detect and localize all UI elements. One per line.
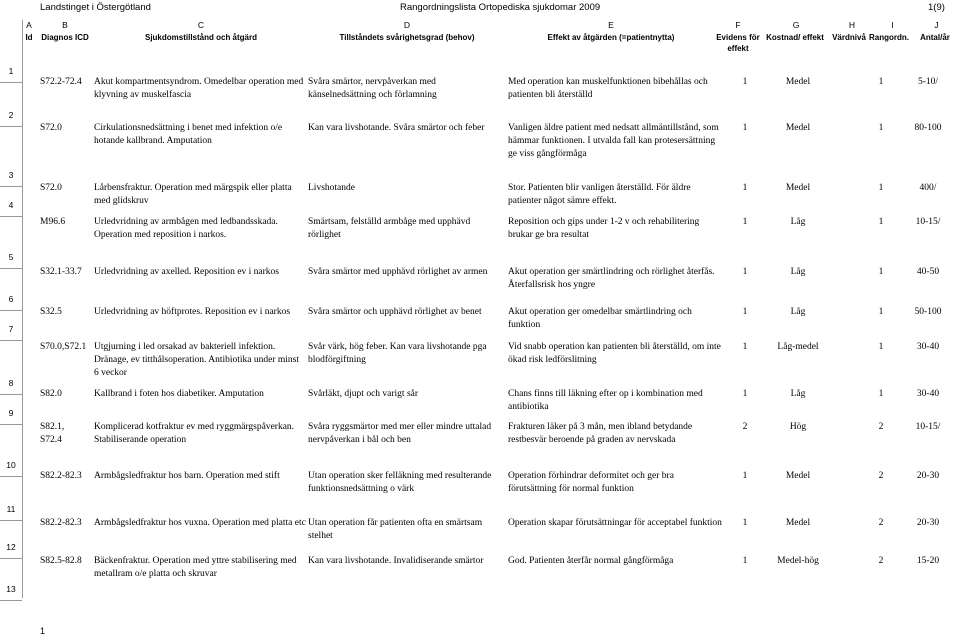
- cell-kost: Medel: [785, 471, 811, 481]
- cell-diag: S32.5: [40, 307, 62, 317]
- column-header-i: I: [891, 20, 894, 30]
- cell-eff: Operation förhindrar deformitet och ger bra förutsättning för normal funktion: [508, 471, 674, 494]
- cell-rang: 1: [878, 307, 884, 317]
- row-divider: [0, 310, 22, 311]
- cell-sjuk: Cirkulationsnedsättning i benet med infektion o/e hotande kallbrand. Amputation: [94, 123, 283, 146]
- cell-kost: Medel: [785, 183, 811, 193]
- cell-kost: Låg: [790, 267, 806, 277]
- cell-svar: Svåra ryggsmärtor med mer eller mindre uttalad nervpåverkan i bål och ben: [308, 422, 492, 445]
- cell-rang: 1: [878, 389, 884, 399]
- row-number-9: 9: [8, 408, 14, 418]
- cell-diag: S82.2-82.3: [40, 471, 82, 481]
- cell-antal: 10-15/: [915, 217, 941, 227]
- page-indicator: 1(9): [928, 2, 945, 13]
- cell-kost: Låg: [790, 307, 806, 317]
- row-divider: [0, 126, 22, 127]
- cell-evid: 1: [742, 183, 748, 193]
- cell-evid: 1: [742, 267, 748, 277]
- cell-rang: 2: [878, 422, 884, 432]
- cell-diag: S82.2-82.3: [40, 518, 82, 528]
- row-number-8: 8: [8, 378, 14, 388]
- row-divider: [0, 520, 22, 521]
- cell-eff: Med operation kan muskelfunktionen bibehållas och patienten bli återställd: [508, 77, 708, 100]
- table-header-sjukdom: Sjukdomstillstånd och åtgärd: [144, 33, 257, 42]
- cell-diag: S82.0: [40, 389, 62, 399]
- cell-evid: 1: [742, 77, 748, 87]
- cell-evid: 1: [742, 556, 748, 566]
- cell-svar: Kan vara livshotande. Invalidiserande smärtor: [308, 556, 484, 566]
- cell-diag: S70.0,S72.1: [40, 342, 87, 352]
- table-header-id: Id: [25, 33, 33, 42]
- cell-sjuk: Akut kompartmentsyndrom. Omedelbar operation med klyvning av muskelfascia: [94, 77, 304, 100]
- cell-kost: Medel: [785, 77, 811, 87]
- column-header-a: A: [26, 20, 32, 30]
- cell-antal: 20-30: [916, 471, 940, 481]
- cell-antal: 50-100: [914, 307, 942, 317]
- cell-diag: S32.1-33.7: [40, 267, 82, 277]
- cell-kost: Låg: [790, 389, 806, 399]
- cell-antal: 30-40: [916, 342, 940, 352]
- cell-kost: Medel: [785, 123, 811, 133]
- cell-eff: Chans finns till läkning efter op i kombination med antibiotika: [508, 389, 703, 412]
- table-header-diagnos: Diagnos ICD: [41, 33, 89, 42]
- row-number-2: 2: [8, 110, 14, 120]
- cell-diag: S82.1, S72.4: [40, 422, 65, 445]
- org-name: Landstinget i Östergötland: [40, 2, 151, 13]
- cell-kost: Medel-hög: [777, 556, 819, 566]
- cell-sjuk: Armbågsledfraktur hos barn. Operation med stift: [94, 471, 280, 481]
- cell-svar: Svår värk, hög feber. Kan vara livshotande pga blodförgiftning: [308, 342, 487, 365]
- cell-antal: 20-30: [916, 518, 940, 528]
- row-divider: [0, 476, 22, 477]
- table-header-effekt: Effekt av åtgärden (=patientnytta): [547, 33, 675, 42]
- cell-svar: Svåra smärtor, nervpåverkan med känselnedsättning och förlamning: [308, 77, 437, 100]
- cell-evid: 1: [742, 123, 748, 133]
- cell-sjuk: Urledvridning av armbågen med ledbandsskada. Operation med reposition i narkos.: [94, 217, 278, 240]
- row-number-11: 11: [6, 504, 16, 514]
- cell-kost: Medel: [785, 518, 811, 528]
- cell-rang: 2: [878, 556, 884, 566]
- row-number-4: 4: [8, 200, 14, 210]
- page-header: [0, 0, 960, 16]
- row-divider: [0, 424, 22, 425]
- cell-sjuk: Urledvridning av höftprotes. Reposition ev i narkos: [94, 307, 291, 317]
- column-header-c: C: [197, 20, 205, 30]
- row-divider: [0, 558, 22, 559]
- cell-evid: 1: [742, 518, 748, 528]
- cell-svar: Svåra smärtor och upphävd rörlighet av benet: [308, 307, 482, 317]
- cell-kost: Låg-medel: [777, 342, 819, 352]
- cell-svar: Kan vara livshotande. Svåra smärtor och feber: [308, 123, 485, 133]
- row-divider: [0, 268, 22, 269]
- column-header-h: H: [848, 20, 856, 30]
- row-number-3: 3: [8, 170, 14, 180]
- cell-rang: 1: [878, 183, 884, 193]
- column-header-e: E: [608, 20, 614, 30]
- column-header-f: F: [735, 20, 741, 30]
- cell-antal: 5-10/: [917, 77, 939, 87]
- cell-antal: 400/: [919, 183, 937, 193]
- cell-svar: Smärtsam, felställd armbåge med upphävd rörlighet: [308, 217, 471, 240]
- cell-svar: Utan operation får patienten ofta en smärtsam stelhet: [308, 518, 483, 541]
- cell-antal: 30-40: [916, 389, 940, 399]
- row-number-13: 13: [6, 584, 16, 594]
- cell-diag: S82.5-82.8: [40, 556, 82, 566]
- cell-sjuk: Lårbensfraktur. Operation med märgspik eller platta med glidskruv: [94, 183, 292, 206]
- cell-sjuk: Urledvridning av axelled. Reposition ev i narkos: [94, 267, 279, 277]
- table-header-vardniva: Värdnivå: [832, 33, 866, 42]
- cell-rang: 2: [878, 471, 884, 481]
- cell-diag: S72.0: [40, 183, 62, 193]
- row-divider: [0, 216, 22, 217]
- cell-sjuk: Bäckenfraktur. Operation med yttre stabilisering med metallram o/e platta och skruvar: [94, 556, 297, 579]
- cell-antal: 80-100: [914, 123, 942, 133]
- column-header-j: J: [934, 20, 939, 30]
- row-number-5: 5: [8, 252, 14, 262]
- cell-eff: Frakturen läker på 3 mån, men ibland betydande restbesvär beroende på graden av nervskada: [508, 422, 693, 445]
- cell-diag: S72.2-72.4: [40, 77, 82, 87]
- cell-svar: Svårläkt, djupt och varigt sår: [308, 389, 419, 399]
- row-divider: [0, 340, 22, 341]
- cell-rang: 1: [878, 267, 884, 277]
- cell-svar: Utan operation sker felläkning med resulterande funktionsnedsättning o värk: [308, 471, 492, 494]
- cell-kost: Hög: [789, 422, 807, 432]
- cell-rang: 1: [878, 77, 884, 87]
- cell-antal: 15-20: [916, 556, 940, 566]
- footer-page-number: 1: [40, 626, 46, 636]
- cell-evid: 1: [742, 471, 748, 481]
- table-header-rangordn: Rangordn.: [869, 33, 909, 42]
- cell-rang: 1: [878, 217, 884, 227]
- cell-diag: M96.6: [40, 217, 66, 227]
- cell-eff: Vanligen äldre patient med nedsatt allmäntillstånd, som hämmar funktionen. I utvalda fall kan protesersättning ge viss gångförmåga: [508, 123, 719, 159]
- table-header-svarighet: Tillståndets svårighetsgrad (behov): [339, 33, 475, 42]
- row-divider: [0, 600, 22, 601]
- document-title: Rangordningslista Ortopediska sjukdomar 2009: [400, 2, 601, 13]
- row-divider: [0, 82, 22, 83]
- cell-sjuk: Kallbrand i foten hos diabetiker. Amputation: [94, 389, 264, 399]
- cell-eff: Akut operation ger smärtlindring och rörlighet återfås. Återfallsrisk hos yngre: [508, 267, 715, 290]
- row-number-7: 7: [8, 324, 14, 334]
- cell-svar: Svåra smärtor med upphävd rörlighet av armen: [308, 267, 488, 277]
- cell-rang: 1: [878, 123, 884, 133]
- cell-sjuk: Utgjurning i led orsakad av bakteriell infektion. Dränage, ev titthålsoperation. Antibiotika under minst 6 veckor: [94, 342, 299, 378]
- row-divider: [0, 394, 22, 395]
- cell-eff: Operation skapar förutsättningar för acceptabel funktion: [508, 518, 722, 528]
- cell-evid: 1: [742, 389, 748, 399]
- table-header-kostnad: Kostnad/ effekt: [766, 33, 824, 42]
- cell-svar: Livshotande: [308, 183, 355, 193]
- cell-sjuk: Armbågsledfraktur hos vuxna. Operation med platta etc: [94, 518, 306, 528]
- cell-evid: 2: [742, 422, 748, 432]
- row-number-12: 12: [6, 542, 16, 552]
- row-number-6: 6: [8, 294, 14, 304]
- cell-eff: Reposition och gips under 1-2 v och rehabilitering brukar ge bra resultat: [508, 217, 700, 240]
- row-number-1: 1: [8, 66, 14, 76]
- cell-eff: Stor. Patienten blir vanligen återställd. För äldre patienter något sämre effekt.: [508, 183, 691, 206]
- table-header-evidens: Evidens för effekt: [716, 33, 760, 53]
- cell-rang: 2: [878, 518, 884, 528]
- cell-antal: 40-50: [916, 267, 940, 277]
- cell-eff: God. Patienten återfår normal gångförmåga: [508, 556, 674, 566]
- column-header-g: G: [792, 20, 800, 30]
- cell-sjuk: Komplicerad kotfraktur ev med ryggmärgspåverkan. Stabiliserande operation: [94, 422, 295, 445]
- cell-eff: Akut operation ger omedelbar smärtlindring och funktion: [508, 307, 692, 330]
- cell-diag: S72.0: [40, 123, 62, 133]
- cell-kost: Låg: [790, 217, 806, 227]
- row-divider: [0, 186, 22, 187]
- cell-eff: Vid snabb operation kan patienten bli återställd, om inte ökad risk ledförslitning: [508, 342, 721, 365]
- row-number-10: 10: [6, 460, 16, 470]
- column-header-d: D: [403, 20, 411, 30]
- cell-evid: 1: [742, 217, 748, 227]
- cell-evid: 1: [742, 307, 748, 317]
- column-header-b: B: [62, 20, 68, 30]
- table-header-antal: Antal/år: [920, 33, 950, 42]
- cell-rang: 1: [878, 342, 884, 352]
- cell-antal: 10-15/: [915, 422, 941, 432]
- cell-evid: 1: [742, 342, 748, 352]
